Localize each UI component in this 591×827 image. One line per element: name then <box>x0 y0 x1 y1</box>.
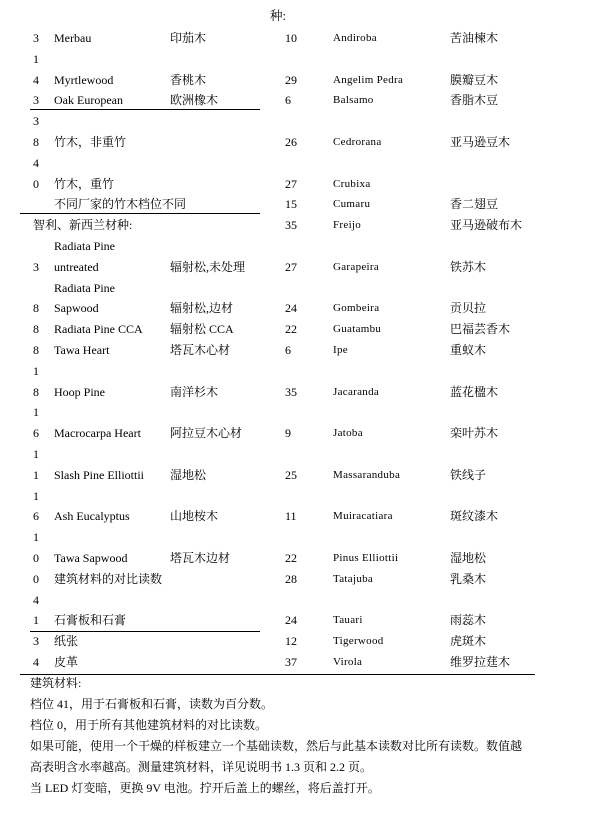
table-row <box>0 527 591 547</box>
note-line: 如果可能，使用一个干燥的样板建立一个基础读数，然后与此基本读数对比所有读数。数值越 <box>30 739 523 753</box>
right-chinese-name: 蓝花楹木 <box>450 384 499 399</box>
right-number: 35 <box>285 218 297 233</box>
left-english-name: 纸张 <box>54 634 79 649</box>
left-english-name: Hoop Pine <box>54 384 105 399</box>
right-chinese-name: 亚马逊豆木 <box>450 135 511 149</box>
table-row <box>0 590 591 610</box>
left-number: 0 <box>33 176 39 191</box>
right-chinese-name: 雨蕊木 <box>450 613 487 628</box>
right-number: 27 <box>285 259 297 274</box>
table-row <box>0 423 591 443</box>
left-english-name: 皮革 <box>54 655 79 669</box>
left-number: 1 <box>33 613 39 628</box>
left-english-name: Radiata Pine <box>54 239 115 253</box>
table-row <box>0 402 591 422</box>
left-chinese-name: 欧洲橡木 <box>170 93 219 108</box>
table-row <box>0 174 591 194</box>
left-english-name: Merbau <box>54 31 92 45</box>
table-row <box>0 70 591 90</box>
right-chinese-name: 香二翅豆 <box>450 197 499 212</box>
note-line: 档位 0，用于所有其他建筑材料的对比读数。 <box>30 718 268 732</box>
table-row <box>0 278 591 298</box>
left-number: 1 <box>33 530 39 545</box>
left-chinese-name: 香桃木 <box>170 72 207 87</box>
right-number: 22 <box>285 551 297 565</box>
table-row <box>0 382 591 402</box>
right-number: 6 <box>285 93 291 108</box>
table-row <box>0 610 591 630</box>
left-chinese-name: 阿拉豆木心材 <box>170 426 243 441</box>
left-number: 1 <box>33 447 39 461</box>
right-english-name: Tigerwood <box>333 635 384 648</box>
right-number: 28 <box>285 571 297 586</box>
right-english-name: Ipe <box>333 344 348 356</box>
left-chinese-name: 印茄木 <box>170 31 207 45</box>
left-english-name: Oak European <box>54 93 123 108</box>
table-row <box>0 132 591 152</box>
left-number: 6 <box>33 426 39 441</box>
right-chinese-name: 铁苏木 <box>450 259 487 274</box>
right-chinese-name: 虎斑木 <box>450 634 487 649</box>
right-chinese-name: 乳桑木 <box>450 571 487 586</box>
right-chinese-name: 巴福芸香木 <box>450 322 511 337</box>
right-number: 11 <box>285 509 297 524</box>
table-row <box>0 340 591 360</box>
right-number: 15 <box>285 197 297 212</box>
left-number: 8 <box>33 322 39 337</box>
right-english-name: Garapeira <box>333 260 380 273</box>
left-number: 8 <box>33 384 39 399</box>
note-line: 档位 41，用于石膏板和石膏，读数为百分数。 <box>30 697 274 711</box>
right-chinese-name: 亚马逊破布木 <box>450 218 523 233</box>
right-english-name: Balsamo <box>333 94 374 107</box>
right-english-name: Tauari <box>333 614 363 627</box>
left-english-name: 竹木，非重竹 <box>54 135 127 149</box>
left-english-name: Ash Eucalyptus <box>54 509 130 524</box>
left-chinese-name: 湿地松 <box>170 467 207 482</box>
right-number: 35 <box>285 384 297 399</box>
left-number: 3 <box>33 259 39 274</box>
table-row <box>0 506 591 526</box>
left-number: 1 <box>33 405 39 420</box>
left-number: 6 <box>33 509 39 524</box>
right-english-name: Tatajuba <box>333 572 374 585</box>
notes-title: 建筑材料: <box>30 676 82 690</box>
left-english-name: Macrocarpa Heart <box>54 426 141 441</box>
left-number: 8 <box>33 135 39 149</box>
left-english-name: Tawa Sapwood <box>54 551 128 565</box>
right-chinese-name: 铁线子 <box>450 467 487 482</box>
table-row <box>0 548 591 568</box>
table-row <box>0 631 591 651</box>
divider-line <box>30 109 260 110</box>
right-english-name: Massaranduba <box>333 468 401 481</box>
right-number: 29 <box>285 72 297 87</box>
table-row <box>0 236 591 256</box>
left-chinese-name: 塔瓦木心材 <box>170 343 231 357</box>
right-chinese-name: 斑纹漆木 <box>450 509 499 524</box>
table-row <box>0 194 591 214</box>
right-number: 12 <box>285 634 297 649</box>
left-number: 0 <box>33 551 39 565</box>
left-number: 3 <box>33 114 39 129</box>
right-english-name: Virola <box>333 656 363 668</box>
table-row <box>0 298 591 318</box>
left-english-name: Tawa Heart <box>54 343 110 357</box>
table-row <box>0 569 591 589</box>
table-row <box>0 361 591 381</box>
left-chinese-name: 辐射松,未处理 <box>170 259 246 274</box>
left-english-name: 竹木，重竹 <box>54 176 115 191</box>
right-number: 6 <box>285 343 291 357</box>
right-number: 10 <box>285 31 297 45</box>
left-number: 4 <box>33 72 39 87</box>
left-number: 1 <box>33 51 39 66</box>
left-english-name: 石膏板和石膏 <box>54 613 127 628</box>
note-line: 高表明含水率越高。测量建筑材料，详见说明书 1.3 页和 2.2 页。 <box>30 760 373 774</box>
left-english-name: Sapwood <box>54 301 99 316</box>
right-english-name: Angelim Pedra <box>333 73 404 86</box>
right-number: 25 <box>285 467 297 482</box>
left-chinese-name: 山地桉木 <box>170 509 219 524</box>
table-row <box>0 486 591 506</box>
left-number: 1 <box>33 467 39 482</box>
left-number: 3 <box>33 31 39 45</box>
left-english-name: 建筑材料的对比读数 <box>54 571 163 586</box>
left-number: 1 <box>33 363 39 378</box>
left-english-name: Slash Pine Elliottii <box>54 467 145 482</box>
right-english-name: Freijo <box>333 219 362 232</box>
left-number: 4 <box>33 155 39 170</box>
right-number: 27 <box>285 176 297 191</box>
left-english-name: Myrtlewood <box>54 72 114 87</box>
right-english-name: Jatoba <box>333 427 363 440</box>
table-row <box>0 28 591 48</box>
right-english-name: Gombeira <box>333 302 380 315</box>
right-number: 26 <box>285 135 297 149</box>
right-chinese-name: 栾叶苏木 <box>450 426 499 441</box>
table-row <box>0 465 591 485</box>
divider-line <box>20 213 260 214</box>
table-row <box>0 111 591 131</box>
table-row <box>0 257 591 277</box>
divider-line <box>30 631 260 632</box>
right-english-name: Muiracatiara <box>333 510 393 523</box>
left-number: 智利、新西兰材种: <box>33 218 133 233</box>
left-english-name: untreated <box>54 259 99 274</box>
table-row <box>0 319 591 339</box>
left-chinese-name: 南洋杉木 <box>170 384 219 399</box>
right-english-name: Andiroba <box>333 32 377 44</box>
left-number: 1 <box>33 488 39 503</box>
right-chinese-name: 维罗拉莛木 <box>450 655 511 669</box>
left-chinese-name: 辐射松 CCA <box>170 322 234 337</box>
left-number: 3 <box>33 93 39 108</box>
table-row <box>0 49 591 69</box>
table-row <box>0 215 591 235</box>
table-row <box>0 652 591 672</box>
left-chinese-name: 塔瓦木边材 <box>170 551 231 565</box>
right-number: 24 <box>285 301 297 316</box>
right-number: 9 <box>285 426 291 441</box>
right-english-name: Pinus Elliottii <box>333 552 399 564</box>
note-line: 当 LED 灯变暗，更换 9V 电池。拧开后盖上的螺丝，将后盖打开。 <box>30 781 380 795</box>
left-number: 0 <box>33 571 39 586</box>
left-number: 3 <box>33 634 39 649</box>
left-number: 4 <box>33 592 39 607</box>
right-english-name: Cumaru <box>333 198 371 211</box>
right-chinese-name: 重蚁木 <box>450 343 487 357</box>
right-english-name: Guatambu <box>333 323 382 336</box>
right-chinese-name: 苦油楝木 <box>450 31 499 45</box>
section-header: 种: <box>270 9 286 23</box>
left-english-name: Radiata Pine CCA <box>54 322 143 337</box>
right-chinese-name: 膜瓣豆木 <box>450 72 499 87</box>
left-english-name: 不同厂家的竹木档位不同 <box>54 197 187 212</box>
right-english-name: Jacaranda <box>333 385 380 398</box>
notes-section <box>30 673 570 799</box>
table-row <box>0 153 591 173</box>
right-number: 24 <box>285 613 297 628</box>
left-number: 4 <box>33 655 39 669</box>
right-chinese-name: 贡贝拉 <box>450 301 487 316</box>
right-chinese-name: 香脂木豆 <box>450 93 499 108</box>
left-number: 8 <box>33 301 39 316</box>
right-chinese-name: 湿地松 <box>450 551 487 565</box>
right-english-name: Crubixa <box>333 177 371 190</box>
right-number: 37 <box>285 655 297 669</box>
right-number: 22 <box>285 322 297 337</box>
left-chinese-name: 辐射松,边材 <box>170 301 234 316</box>
table-row <box>0 444 591 464</box>
left-number: 8 <box>33 343 39 357</box>
left-english-name: Radiata Pine <box>54 280 115 295</box>
right-english-name: Cedrorana <box>333 136 382 148</box>
table-row <box>0 90 591 110</box>
